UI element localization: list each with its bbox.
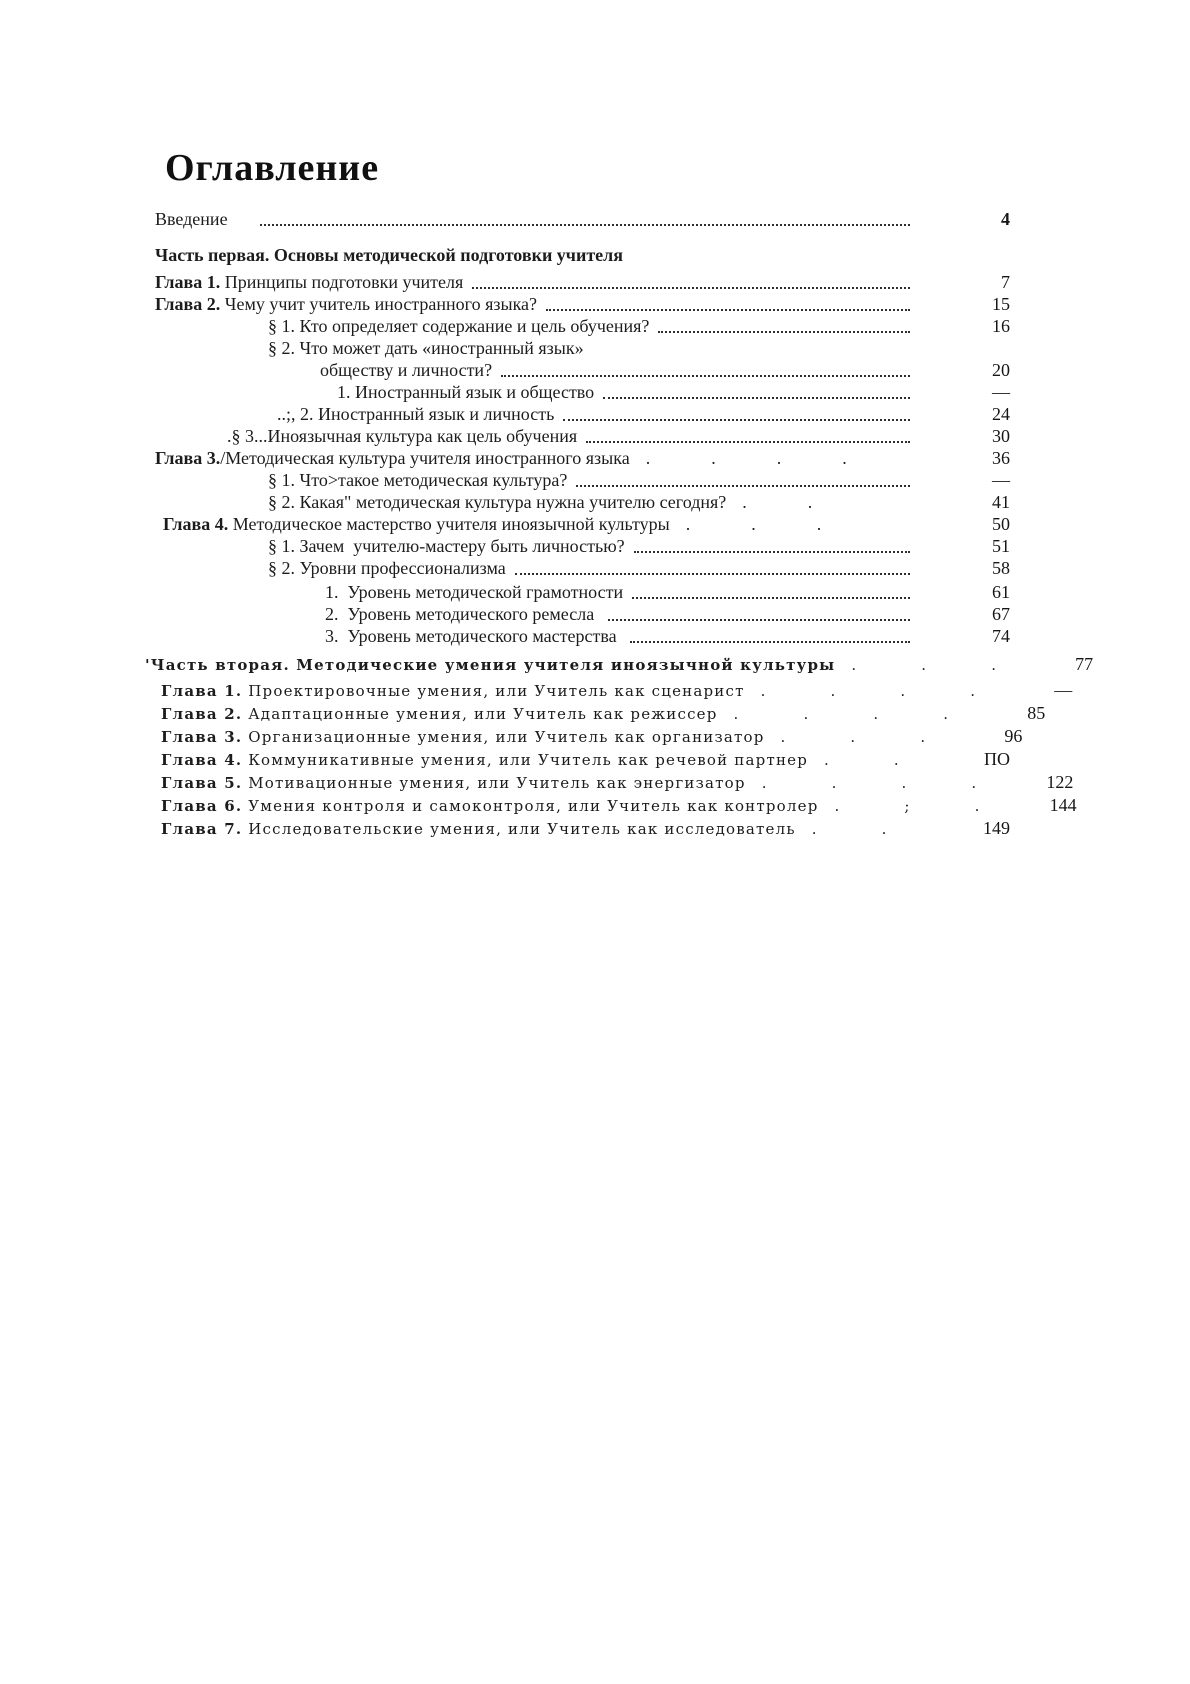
dot-leader-sparse: . . . . (733, 705, 950, 723)
toc-row (227, 425, 1010, 447)
toc-entry-title: 2. Уровень методического ремесла (325, 604, 599, 624)
page-number: 144 (1049, 795, 1077, 815)
dot-leader (658, 331, 910, 333)
dot-leader (546, 309, 910, 311)
toc-row (163, 513, 1010, 535)
toc-row (268, 315, 1010, 337)
toc-row (161, 794, 1077, 817)
page-number: 16 (992, 316, 1010, 336)
page-number: 20 (992, 360, 1010, 380)
dot-leader (603, 397, 910, 399)
toc-entry-label: Глава 2. (161, 705, 243, 723)
dot-leader-sparse: . . . . (645, 448, 847, 468)
toc-entry-title: § 1. Зачем учителю-мастеру быть личностью? (268, 536, 625, 556)
toc-row (268, 469, 1010, 491)
toc-entry-label: Глава 3. (161, 728, 243, 746)
toc-entry-title: Мотивационные умения, или Учитель как энергизатор (242, 774, 746, 792)
dot-leader (576, 485, 910, 487)
page-number: 41 (992, 492, 1010, 512)
page-number: 85 (1027, 703, 1046, 723)
toc-entry-title: 1. Уровень методической грамотности (325, 582, 624, 602)
toc-row (320, 359, 1010, 381)
page-number: 50 (992, 514, 1010, 534)
toc-row (145, 653, 1094, 676)
toc-entry-title: Умения контроля и самоконтроля, или Учитель как контролер (242, 797, 819, 815)
toc-list (145, 208, 1094, 840)
toc-row (325, 581, 1010, 603)
dot-leader-sparse: . . . (851, 656, 998, 674)
dot-leader-sparse: . . . . (761, 774, 978, 792)
toc-row (337, 381, 1010, 403)
toc-entry-title: § 2. Что может дать «иностранный язык» (268, 338, 584, 358)
toc-row (155, 208, 1010, 230)
page-title: Оглавление (165, 147, 380, 189)
dot-leader (260, 224, 910, 226)
page-number: — (992, 382, 1010, 402)
toc-row (161, 702, 1046, 725)
toc-entry-label: Глава 6. (161, 797, 243, 815)
toc-entry-title: обществу и личности? (320, 360, 493, 380)
dot-leader-sparse: . . (824, 751, 900, 769)
toc-entry-title: Принципы подготовки учителя (220, 272, 464, 292)
toc-row (155, 244, 1010, 266)
toc-entry-title: § 1. Кто определяет содержание и цель обучения? (268, 316, 650, 336)
dot-leader (608, 619, 910, 621)
dot-leader (634, 551, 910, 553)
toc-entry-title: Методическое мастерство учителя иноязычной культуры (228, 514, 670, 534)
toc-entry-title: Коммуникативные умения, или Учитель как речевой партнер (242, 751, 809, 769)
toc-row (268, 557, 1010, 579)
page-number: 7 (1001, 272, 1010, 292)
toc-entry-label: Глава 7. (161, 820, 243, 838)
page-number: 96 (1004, 726, 1023, 746)
dot-leader-sparse: . . (742, 492, 813, 512)
dot-leader (632, 597, 910, 599)
toc-entry-label: Глава 4. (163, 514, 229, 534)
toc-entry-label: Глава 1. (161, 682, 243, 700)
dot-leader (515, 573, 910, 575)
toc-row (155, 293, 1010, 315)
toc-entry-label: Глава 1. (155, 272, 221, 292)
toc-entry-title: Адаптационные умения, или Учитель как режиссер (242, 705, 718, 723)
toc-entry-title: /Методическая культура учителя иностранного языка (220, 448, 630, 468)
toc-entry-title: Проектировочные умения, или Учитель как сценарист (242, 682, 745, 700)
page-number: 67 (992, 604, 1010, 624)
toc-entry-title: Организационные умения, или Учитель как организатор (242, 728, 765, 746)
page-number: 149 (983, 818, 1010, 838)
toc-entry-title: § 2. Уровни профессионализма (268, 558, 506, 578)
page-number: 36 (992, 448, 1010, 468)
dot-leader (472, 287, 910, 289)
toc-entry-label: 'Часть вторая. (145, 656, 290, 674)
page-number: 15 (992, 294, 1010, 314)
toc-entry-title: Исследовательские умения, или Учитель как исследователь (242, 820, 796, 838)
toc-entry-label: Глава 2. (155, 294, 221, 314)
dot-leader-sparse: . . (811, 820, 888, 838)
toc-entry-title: Чему учит учитель иностранного языка? (220, 294, 538, 314)
dot-leader-sparse: . ; . (834, 797, 981, 815)
page-number: 30 (992, 426, 1010, 446)
page-number: 77 (1075, 654, 1094, 674)
toc-row (325, 603, 1010, 625)
dot-leader-sparse: . . . . (760, 682, 977, 700)
page-number: — (1054, 680, 1073, 700)
dot-leader-sparse: . . . (780, 728, 927, 746)
dot-leader-sparse: . . . (685, 514, 822, 534)
toc-entry-label: Глава 4. (161, 751, 243, 769)
toc-entry-title: § 1. Что>такое методическая культура? (268, 470, 568, 490)
toc-row (161, 679, 1073, 702)
toc-row (277, 403, 1010, 425)
toc-row (268, 337, 1010, 359)
page-number: ПО (984, 749, 1010, 769)
page-number: 61 (992, 582, 1010, 602)
toc-entry-label: Глава 5. (161, 774, 243, 792)
toc-row (325, 625, 1010, 647)
dot-leader (501, 375, 910, 377)
toc-row (161, 817, 1010, 840)
toc-row (268, 491, 1010, 513)
toc-entry-title: Методические умения учителя иноязычной культуры (289, 656, 836, 674)
toc-entry-label: Часть первая. (155, 245, 270, 265)
toc-entry-title: Введение (155, 209, 228, 229)
page-number: 51 (992, 536, 1010, 556)
toc-entry-title: .§ 3...Иноязычная культура как цель обучения (227, 426, 578, 446)
toc-entry-title: ..;, 2. Иностранный язык и личность (277, 404, 555, 424)
page-number: 122 (1046, 772, 1074, 792)
toc-entry-title: 1. Иностранный язык и общество (337, 382, 595, 402)
dot-leader (630, 641, 910, 643)
toc-entry-title: § 2. Какая" методическая культура нужна учителю сегодня? (268, 492, 727, 512)
page-number: 4 (1001, 209, 1010, 229)
toc-entry-title: 3. Уровень методического мастерства (325, 626, 622, 646)
toc-row (268, 535, 1010, 557)
toc-row (161, 771, 1074, 794)
page-number: 24 (992, 404, 1010, 424)
toc-row (155, 271, 1010, 293)
page-number: 74 (992, 626, 1010, 646)
dot-leader (586, 441, 910, 443)
page-number: 58 (992, 558, 1010, 578)
dot-leader (563, 419, 910, 421)
toc-row (161, 748, 1010, 771)
toc-entry-label: Глава 3. (155, 448, 221, 468)
toc-row (161, 725, 1023, 748)
toc-content (145, 147, 1094, 840)
toc-entry-title: Основы методической подготовки учителя (269, 245, 624, 265)
toc-row (155, 447, 1010, 469)
page-number: — (992, 470, 1010, 490)
